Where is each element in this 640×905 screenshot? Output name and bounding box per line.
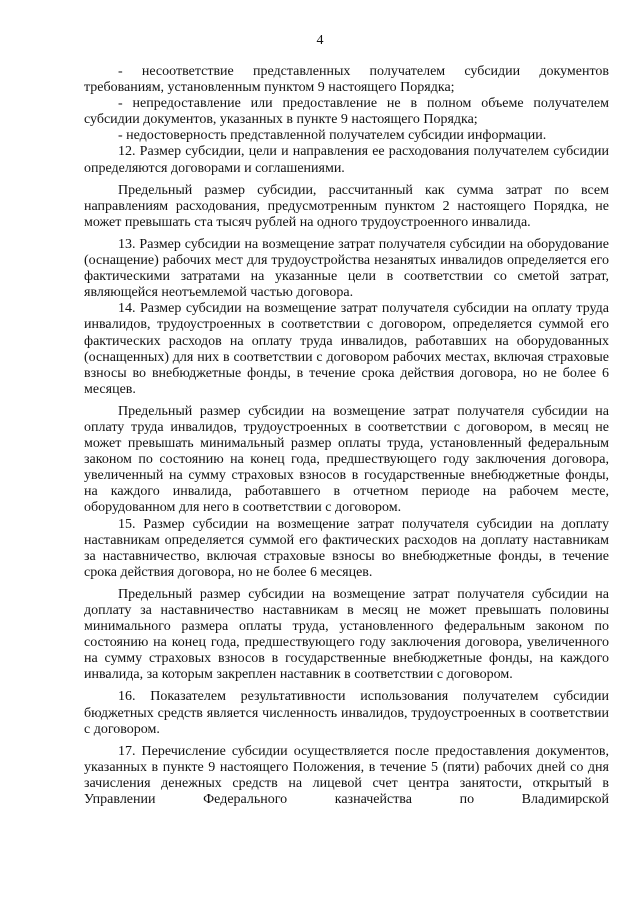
document-body xyxy=(84,64,609,808)
paragraph-wage-limit: Предельный размер субсидии на возмещение затрат получателя субсидии на оплату труда инвалидов, трудоустроенных в соответствии с договором, в месяц не может превышать минимальный размер оплаты труда, установленный федеральным законом по состоянию на конец года, предшествующего году заключения договора, увеличенный на сумму страховых взносов в государственные внебюджетные фонды, на каждого инвалида, работавшего в отчетном периоде на рабочем месте, оборудованном для него в соответствии с договором. xyxy=(84,403,609,516)
paragraph-item-15: 15. Размер субсидии на возмещение затрат получателя субсидии на доплату наставникам определяется суммой его фактических расходов на доплату наставникам за наставничество, включая страховые взносы во внебюджетные фонды, в течение срока действия договора, но не более 6 месяцев. xyxy=(84,516,609,580)
paragraph-condition-unreliable-info: - недостоверность представленной получателем субсидии информации. xyxy=(118,128,547,144)
paragraph-item-13: 13. Размер субсидии на возмещение затрат получателя субсидии на оборудование (оснащение) рабочих мест для трудоустройства незанятых инвалидов определяется его фактическими затратами на указанные цели в соответствии со сметой затрат, являющейся неотъемлемой частью договора. xyxy=(84,236,609,301)
paragraph-condition-documents-mismatch: - несоответствие представленных получателем субсидии документов требованиям, установленным пунктом 9 настоящего Порядка; xyxy=(84,64,609,96)
paragraph-condition-documents-missing: - непредоставление или предоставление не в полном объеме получателем субсидии документов, указанных в пункте 9 настоящего Порядка; xyxy=(84,96,609,128)
paragraph-item-16: 16. Показателем результативности использования получателем субсидии бюджетных средств является численность инвалидов, трудоустроенных в соответствии с договором. xyxy=(84,689,609,737)
paragraph-item-17: 17. Перечисление субсидии осуществляется после предоставления документов, указанных в пункте 9 настоящего Положения, в течение 5 (пяти) рабочих дней со дня зачисления денежных средств на лицевой счет центра занятости, открытый в Управлении Федерального казначейства по Владимирской xyxy=(84,743,609,808)
paragraph-item-12: 12. Размер субсидии, цели и направления ее расходования получателем субсидии определяются договорами и соглашениями. xyxy=(84,144,609,176)
paragraph-mentor-limit: Предельный размер субсидии на возмещение затрат получателя субсидии на доплату за наставничество наставникам в месяц не может превышать половины минимального размера оплаты труда, установленного федеральным законом по состоянию на конец года, предшествующего году заключения договора, увеличенного на сумму страховых взносов в государственные внебюджетные фонды, на каждого инвалида, за которым закреплен наставник в соответствии с договором. xyxy=(84,586,609,683)
page-number: 4 xyxy=(316,33,324,48)
paragraph-item-14: 14. Размер субсидии на возмещение затрат получателя субсидии на оплату труда инвалидов, трудоустроенных в соответствии с договором, определяется суммой его фактических расходов на оплату труда инвалидов, работавших на оборудованных (оснащенных) для них в соответствии с договором рабочих местах, включая страховые взносы во внебюджетные фонды, в течение срока действия договора, но не более 6 месяцев. xyxy=(84,301,609,397)
paragraph-subsidy-limit: Предельный размер субсидии, рассчитанный как сумма затрат по всем направлениям расходования, предусмотренным пунктом 2 настоящего Порядка, не может превышать ста тысяч рублей на одного трудоустроенного инвалида. xyxy=(84,182,609,230)
